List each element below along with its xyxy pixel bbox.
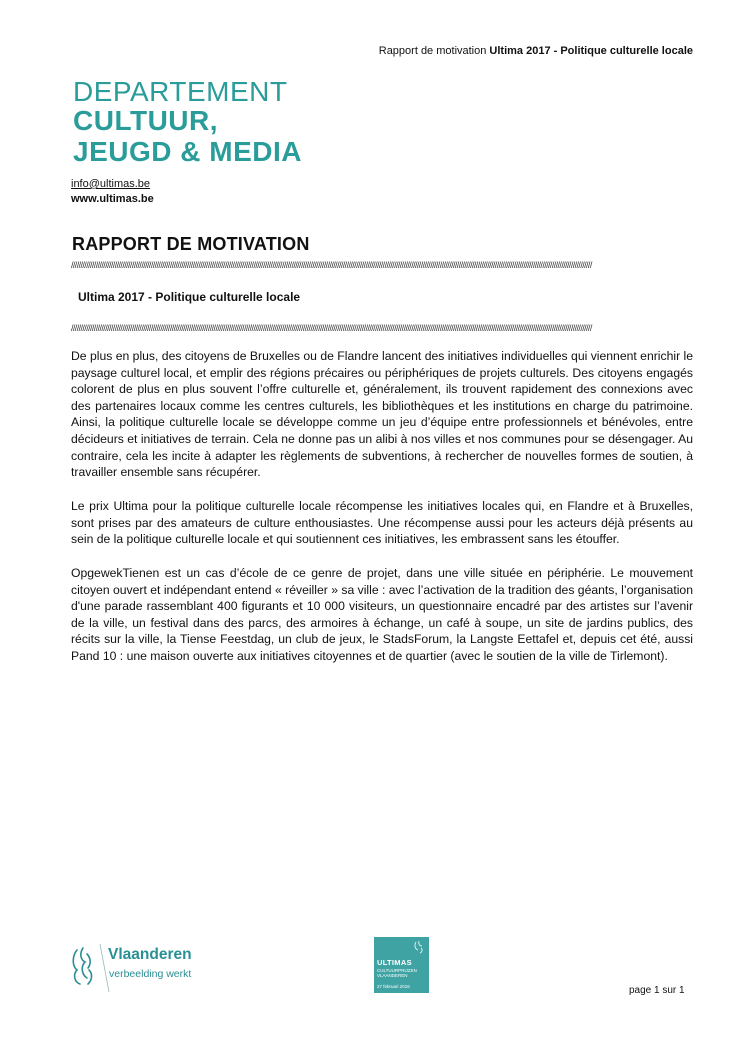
document-title: RAPPORT DE MOTIVATION	[72, 234, 310, 254]
body-paragraph	[71, 565, 693, 665]
running-header	[379, 45, 693, 57]
department-line-3: JEUGD & MEDIA	[73, 136, 302, 167]
ultimas-subtitle	[377, 968, 417, 978]
ultimas-date: 27 februari 2016	[377, 984, 410, 989]
slash-divider: //////////////////////////////////////////////////////////////////////////////////////////////////////////////////////////////////////////////////////////////////////////////////////////////////////////////////////////////////////////////////////////////////////////////////	[71, 260, 592, 270]
department-line-1: DEPARTEMENT	[73, 76, 288, 107]
body-paragraph	[71, 348, 693, 481]
ultimas-line-1: CULTUURPRIJZEN	[377, 968, 417, 973]
email-link[interactable]: info@ultimas.be	[71, 178, 151, 190]
paragraph-2: Le prix Ultima pour la politique culturelle locale récompense les initiatives locales qui, en Flandre et à Bruxelles, sont prises par des amateurs de culture enthousiastes. Une récompense aussi pour les acteurs déjà présents au sein de la politique culturelle locale et qui soutiennent ces initiatives, les embrassent sans les étouffer.	[71, 499, 693, 547]
ultimas-title: ULTIMAS	[377, 958, 412, 967]
department-logo	[73, 78, 302, 169]
website-link[interactable]: www.ultimas.be	[71, 193, 154, 205]
paragraph-3: OpgewekTienen est un cas d’école de ce genre de projet, dans une ville située en périphérie. Le mouvement citoyen ouvert et indépendant entend « réveiller » sa ville : avec l’activation de la tradition des géants, l’organisation d'une parade rassemblant 400 figurants et 10 000 visiteurs, un questionnaire encadré par des artistes sur l’avenir de la ville, un festival dans des parcs, des armoires à échange, un café à soupe, un site de jardins publics, des récits sur la ville, la Tiense Feestdag, un club de jeux, le StadsForum, la Langste Eettafel et, depuis cet été, aussi Pand 10 : une maison ouverte aux initiatives citoyennes et de quartier (avec le soutien de la ville de Tirlemont).	[71, 566, 693, 663]
paragraph-1: De plus en plus, des citoyens de Bruxelles ou de Flandre lancent des initiatives individuelles qui viennent enrichir le paysage culturel local, et emplir des régions précaires ou périphériques de projets culturels. Des citoyens engagés colorent de plus en plus souvent l’offre culturelle et, généralement, ils trouvent rapidement des connexions avec des partenaires locaux comme les centres culturels, les bibliothèques et les institutions en charge du patrimoine. Ainsi, la politique culturelle locale se développe comme un jeu d’équipe entre professionnels et bénévoles, entre décideurs et initiatives de terrain. Cela ne donne pas un alibi à nos villes et nos communes pour se désengager. Au contraire, cela les incite à adapter les règlements de subventions, à rechercher de nouvelles formes de soutien, à travailler ensemble sans récupérer.	[71, 349, 693, 480]
vlaanderen-tagline: verbeelding werkt	[109, 968, 192, 980]
ultimas-line-2: VLAANDEREN	[377, 973, 408, 978]
running-header-prefix: Rapport de motivation	[378, 45, 490, 57]
page-number: page 1 sur 1	[629, 985, 685, 996]
department-line-2: CULTUUR,	[73, 105, 219, 136]
ultimas-logo	[374, 937, 429, 993]
ultimas-lion-icon	[414, 940, 426, 954]
body-paragraph	[71, 498, 693, 548]
contact-block	[71, 177, 154, 207]
vlaanderen-wordmark: Vlaanderen	[108, 946, 192, 963]
running-header-bold: Ultima 2017 - Politique culturelle locale	[489, 45, 693, 57]
slash-divider: //////////////////////////////////////////////////////////////////////////////////////////////////////////////////////////////////////////////////////////////////////////////////////////////////////////////////////////////////////////////////////////////////////////////////	[71, 323, 592, 333]
document-subtitle: Ultima 2017 - Politique culturelle locale	[78, 290, 301, 304]
